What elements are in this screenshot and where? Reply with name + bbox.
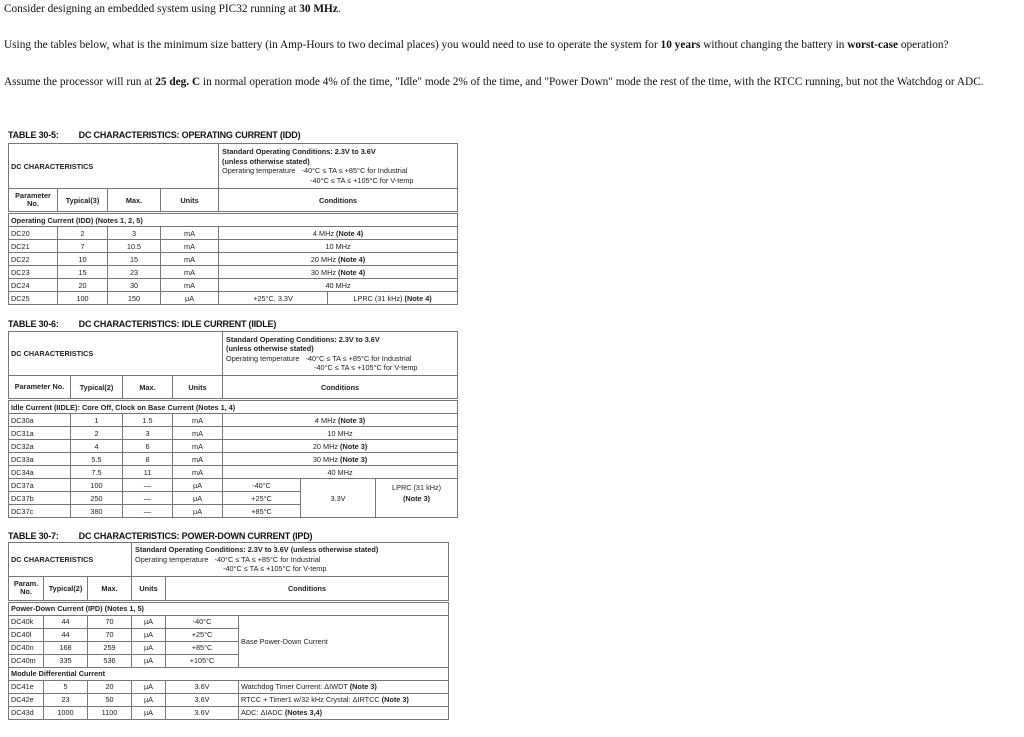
- cell: µA: [132, 654, 166, 667]
- cell: —: [123, 479, 173, 492]
- dc-characteristics: DC CHARACTERISTICS: [9, 144, 219, 189]
- cell: 23: [44, 693, 88, 706]
- cell: -40°C: [223, 479, 301, 492]
- cell: 100: [71, 479, 123, 492]
- cell: mA: [173, 440, 223, 453]
- cell: 3.6V: [166, 680, 239, 693]
- cell: DC22: [9, 253, 58, 266]
- table-30-6-title: TABLE 30-6: DC CHARACTERISTICS: IDLE CURRENT (IIDLE): [8, 319, 277, 329]
- cell: 6: [123, 440, 173, 453]
- table-row: DC21 7 10.5 mA 10 MHz: [9, 240, 458, 253]
- cell: 3: [123, 427, 173, 440]
- table-row: DC37a 100 — µA -40°C 3.3V LPRC (31 kHz) (Note 3): [9, 479, 458, 492]
- cell: DC32a: [9, 440, 71, 453]
- cell: 3.6V: [166, 693, 239, 706]
- table-row: DC22 10 15 mA 20 MHz (Note 4): [9, 253, 458, 266]
- operating-current-table: DC CHARACTERISTICS Standard Operating Conditions: 2.3V to 3.6V (unless otherwise stated) Operating temperature -40°C ≤ TA ≤ +85°C for Industrial -40°C ≤ TA ≤ +105°C for V-temp Parameter No. Typical(3) Max. Units Conditions Operating Current (IDD) (Notes 1, 2, 5) DC20 2 3 mA 4 MHz (Note 4) DC21 7 10.5 mA 10 MHz DC22 10 15 mA 20 MHz (Note 4) DC23 15 23 mA 30 MHz (Note 4) DC24 20 30 mA 40 MHz DC25 100 150 µA +25°C, 3.3V LPRC (31 kHz) (Note 4): [8, 143, 458, 305]
- question-line-1: Consider designing an embedded system using PIC32 running at 30 MHz.: [4, 3, 341, 15]
- table-row: DC31a 2 3 mA 10 MHz: [9, 427, 458, 440]
- cell: DC37b: [9, 492, 71, 505]
- cell: 10.5: [108, 240, 161, 253]
- power-down-current-table: DC CHARACTERISTICS Standard Operating Conditions: 2.3V to 3.6V (unless otherwise stated) Operating temperature -40°C ≤ TA ≤ +85°C for Industrial -40°C ≤ TA ≤ +105°C for V-temp Param. No. Typical(2) Max. Units Conditions Power-Down Current (IPD) (Notes 1, 5) DC40k 44 70 µA -40°C Base Power-Down Current DC40l 44 70 µA +25°C DC40n 168 259 µA +85°C DC40m 335 536 µA +105°C Module Differential Current DC41e 5 20 µA 3.6V Watchdog Timer Current: ΔIWDT (Note 3) DC42e 23 50 µA 3.6V RTCC + Timer1 w/32 kHz Crystal: ΔIRTCC (Note 3) DC43d 1000 1100 µA 3.6V ADC: ΔIADC (Notes 3,4): [8, 542, 449, 720]
- cell: DC21: [9, 240, 58, 253]
- cell: 536: [88, 654, 132, 667]
- cell: 168: [44, 641, 88, 654]
- cell: 7.5: [71, 466, 123, 479]
- cell: DC30a: [9, 414, 71, 427]
- idle-current-table: DC CHARACTERISTICS Standard Operating Conditions: 2.3V to 3.6V (unless otherwise stated) Operating temperature -40°C ≤ TA ≤ +85°C for Industrial -40°C ≤ TA ≤ +105°C for V-temp Parameter No. Typical(2) Max. Units Conditions Idle Current (IIDLE): Core Off, Clock on Base Current (Notes 1, 4) DC30a 1 1.5 mA 4 MHz (Note 3) DC31a 2 3 mA 10 MHz DC32a 4 6 mA 20 MHz (Note 3) DC33a 5.5 8 mA 30 MHz (Note 3) DC34a 7.5 11 mA 40 MHz DC37a 100 — µA -40°C 3.3V LPRC (31 kHz) (Note 3) DC37b 250 — µA +25°C DC37c 380 — µA +85°C: [8, 331, 458, 518]
- cell: 1100: [88, 706, 132, 719]
- cell: 70: [88, 628, 132, 641]
- cell: DC37c: [9, 505, 71, 518]
- cell: µA: [132, 615, 166, 628]
- section-header: Operating Current (IDD) (Notes 1, 2, 5): [9, 213, 458, 227]
- cell: mA: [173, 466, 223, 479]
- cell: DC40l: [9, 628, 44, 641]
- cell: +105°C: [166, 654, 239, 667]
- cell: +25°C: [223, 492, 301, 505]
- cell: 1: [71, 414, 123, 427]
- cell: mA: [173, 453, 223, 466]
- cell: mA: [161, 253, 219, 266]
- table-row: DC23 15 23 mA 30 MHz (Note 4): [9, 266, 458, 279]
- cell: mA: [161, 227, 219, 240]
- cell: DC31a: [9, 427, 71, 440]
- cell: µA: [132, 641, 166, 654]
- cell: DC20: [9, 227, 58, 240]
- cell: 1.5: [123, 414, 173, 427]
- cell: DC43d: [9, 706, 44, 719]
- section-header: Module Differential Current: [9, 667, 449, 680]
- table-row: DC25 100 150 µA +25°C, 3.3V LPRC (31 kHz) (Note 4): [9, 292, 458, 305]
- cell: 5.5: [71, 453, 123, 466]
- standard-conditions: Standard Operating Conditions: 2.3V to 3.6V (unless otherwise stated) Operating temperature -40°C ≤ TA ≤ +85°C for Industrial -40°C ≤ TA ≤ +105°C for V-temp: [219, 144, 458, 189]
- cell: µA: [132, 680, 166, 693]
- table-row: DC20 2 3 mA 4 MHz (Note 4): [9, 227, 458, 240]
- question-line-3: Assume the processor will run at 25 deg. C in normal operation mode 4% of the time, "Idle" mode 2% of the time, and "Power Down" mode the rest of the time, with the RTCC running, but not the Watchdog or ADC.: [4, 76, 984, 88]
- cell: 44: [44, 628, 88, 641]
- cell: +25°C: [166, 628, 239, 641]
- cell: 4: [71, 440, 123, 453]
- table-row: DC41e 5 20 µA 3.6V Watchdog Timer Current: ΔIWDT (Note 3): [9, 680, 449, 693]
- cell: µA: [173, 505, 223, 518]
- table-row: DC40k 44 70 µA -40°C Base Power-Down Current: [9, 615, 449, 628]
- cell: 11: [123, 466, 173, 479]
- table-row: DC43d 1000 1100 µA 3.6V ADC: ΔIADC (Notes 3,4): [9, 706, 449, 719]
- cell: 3: [108, 227, 161, 240]
- cell: 335: [44, 654, 88, 667]
- cell: 2: [71, 427, 123, 440]
- cell: 250: [71, 492, 123, 505]
- cell: DC23: [9, 266, 58, 279]
- cell: +85°C: [223, 505, 301, 518]
- table-30-5-title: TABLE 30-5: DC CHARACTERISTICS: OPERATING CURRENT (IDD): [8, 130, 301, 140]
- table-row: DC42e 23 50 µA 3.6V RTCC + Timer1 w/32 kHz Crystal: ΔIRTCC (Note 3): [9, 693, 449, 706]
- cell: 30: [108, 279, 161, 292]
- cell: 15: [108, 253, 161, 266]
- section-header: Idle Current (IIDLE): Core Off, Clock on Base Current (Notes 1, 4): [9, 400, 458, 414]
- cell: DC37a: [9, 479, 71, 492]
- table-row: DC30a 1 1.5 mA 4 MHz (Note 3): [9, 414, 458, 427]
- cell: µA: [132, 693, 166, 706]
- cell: DC24: [9, 279, 58, 292]
- cell: mA: [173, 427, 223, 440]
- table-row: DC32a 4 6 mA 20 MHz (Note 3): [9, 440, 458, 453]
- cell: 8: [123, 453, 173, 466]
- cell: 3.6V: [166, 706, 239, 719]
- cell: 259: [88, 641, 132, 654]
- cell: mA: [161, 266, 219, 279]
- cell: µA: [173, 479, 223, 492]
- cell: 7: [58, 240, 108, 253]
- cell: DC40m: [9, 654, 44, 667]
- cell: 380: [71, 505, 123, 518]
- cell: 10: [58, 253, 108, 266]
- cell: mA: [161, 279, 219, 292]
- cell: 15: [58, 266, 108, 279]
- cell: DC33a: [9, 453, 71, 466]
- cell: 44: [44, 615, 88, 628]
- cell: mA: [173, 414, 223, 427]
- table-row: DC24 20 30 mA 40 MHz: [9, 279, 458, 292]
- cell: DC40n: [9, 641, 44, 654]
- cell: —: [123, 492, 173, 505]
- table-row: DC34a 7.5 11 mA 40 MHz: [9, 466, 458, 479]
- cell: 2: [58, 227, 108, 240]
- table-30-7-title: TABLE 30-7: DC CHARACTERISTICS: POWER-DOWN CURRENT (IPD): [8, 531, 313, 541]
- cell: DC42e: [9, 693, 44, 706]
- cell: µA: [132, 628, 166, 641]
- cell: +85°C: [166, 641, 239, 654]
- table-row: DC33a 5.5 8 mA 30 MHz (Note 3): [9, 453, 458, 466]
- cell: 23: [108, 266, 161, 279]
- cell: 1000: [44, 706, 88, 719]
- cell: DC34a: [9, 466, 71, 479]
- cell: DC40k: [9, 615, 44, 628]
- cell: —: [123, 505, 173, 518]
- cell: 20: [88, 680, 132, 693]
- cell: 5: [44, 680, 88, 693]
- cell: DC41e: [9, 680, 44, 693]
- question-line-2: Using the tables below, what is the minimum size battery (in Amp-Hours to two decimal places) you would need to use to operate the system for 10 years without changing the battery in worst-case operation?: [4, 39, 949, 51]
- cell: mA: [161, 240, 219, 253]
- cell: 70: [88, 615, 132, 628]
- section-header: Power-Down Current (IPD) (Notes 1, 5): [9, 601, 449, 615]
- cell: 20: [58, 279, 108, 292]
- cell: µA: [132, 706, 166, 719]
- cell: µA: [173, 492, 223, 505]
- cell: 50: [88, 693, 132, 706]
- cell: -40°C: [166, 615, 239, 628]
